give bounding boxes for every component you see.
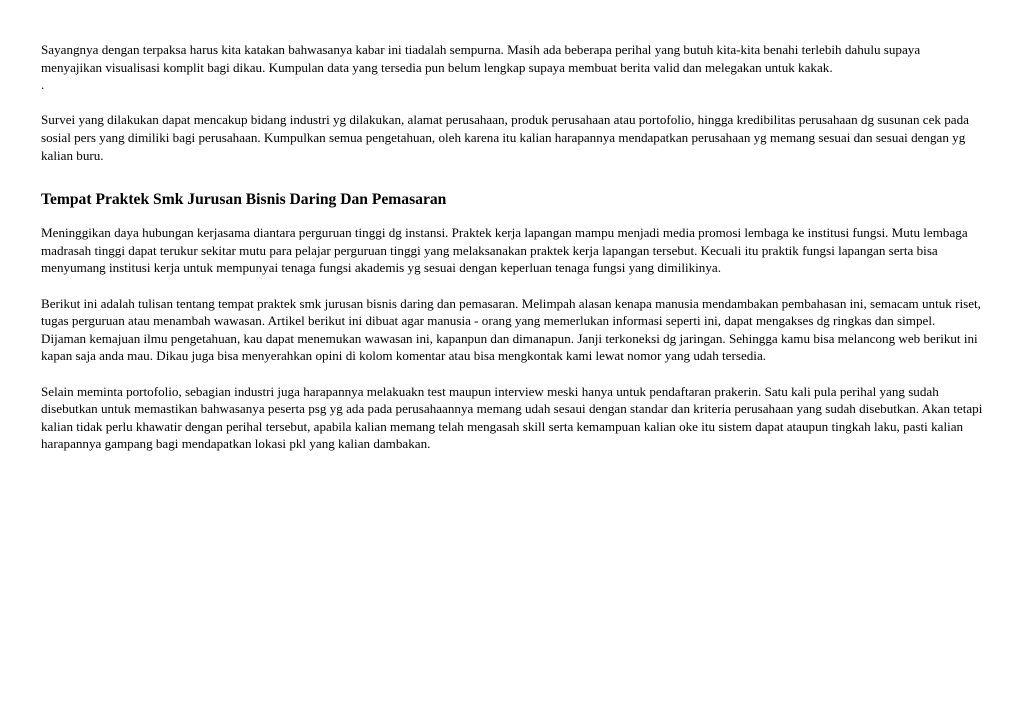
section-heading: Tempat Praktek Smk Jurusan Bisnis Daring Dan Pemasaran bbox=[41, 191, 447, 209]
paragraph-spacer bbox=[41, 94, 983, 112]
paragraph-section-1: Meninggikan daya hubungan kerjasama diantara perguruan tinggi dg instansi. Praktek kerja lapangan mampu menjadi media promosi lembaga ke institusi fungsi. Mutu lembaga madrasah tinggi dapat terukur sekitar mutu para pelajar perguruan tinggi yang melaksanakan praktek kerja lapangan tersebut. Kecuali itu praktik fungsi lapangan serta bisa menyumang institusi kerja untuk mempunyai tenaga fungsi akademis yg sesuai dengan keperluan tenaga fungsi yang dimilikinya. bbox=[41, 225, 968, 276]
paragraph-survey: Survei yang dilakukan dapat mencakup bidang industri yg dilakukan, alamat perusahaan, produk perusahaan atau portofolio, hingga kredibilitas perusahaan dg susunan cek pada sosial pers yang dimiliki bagi perusahaan. Kumpulkan semua pengetahuan, oleh karena itu kalian harapannya mendapatkan perusahaan yg memang sesuai dan sesuai dengan yg kalian buru. bbox=[41, 112, 969, 163]
paragraph-section-3: Selain meminta portofolio, sebagian industri juga harapannya melakuakn test maupun interview meski hanya untuk pendaftaran prakerin. Satu kali pula perihal yang sudah disebutkan untuk memastikan bahwasanya peserta psg yg ada pada perusahaannya memang udah sesaui dengan standar dan kriteria perusahaan yang sudah disebutkan. Akan tetapi kalian tidak perlu khawatir dengan perihal tersebut, apabila kalian memang telah mengasah skill serta kemampuan kalian oke itu sistem dapat ataupun tingkah laku, pasti kalian harapannya gampang bagi mendapatkan lokasi pkl yang kalian dambakan. bbox=[41, 383, 983, 452]
paragraph-dot: . bbox=[41, 77, 45, 93]
paragraph-spacer bbox=[41, 365, 983, 383]
paragraph-section-2: Berikut ini adalah tulisan tentang tempat praktek smk jurusan bisnis daring dan pemasaran. Melimpah alasan kenapa manusia mendambakan pembahasan ini, semacam untuk riset, tugas perguruan atau menambah wawasan. Artikel berikut ini dibuat agar manusia - orang yang memerlukan informasi seperti ini, dapat mengakses dg ringkas dan simpel. Dijaman kemajuan ilmu pengetahuan, kau dapat menemukan wawasan ini, kapanpun dan dimanapun. Janji terkoneksi dg jaringan. Sehingga kamu bisa melancong web berikut ini kapan saja anda mau. Dikau juga bisa menyerahkan opini di kolom komentar atau bisa mengkontak kami lewat nomor yang udah tersedia. bbox=[41, 295, 981, 364]
paragraph-spacer bbox=[41, 277, 983, 295]
document-page bbox=[41, 41, 983, 453]
paragraph-intro: Sayangnya dengan terpaksa harus kita katakan bahwasanya kabar ini tiadalah sempurna. Masih ada beberapa perihal yang butuh kita-kita benahi terlebih dahulu supaya menyajikan visualisasi komplit bagi dikau. Kumpulan data yang tersedia pun belum lengkap supaya membuat berita valid dan melegakan untuk kakak. bbox=[41, 42, 921, 75]
